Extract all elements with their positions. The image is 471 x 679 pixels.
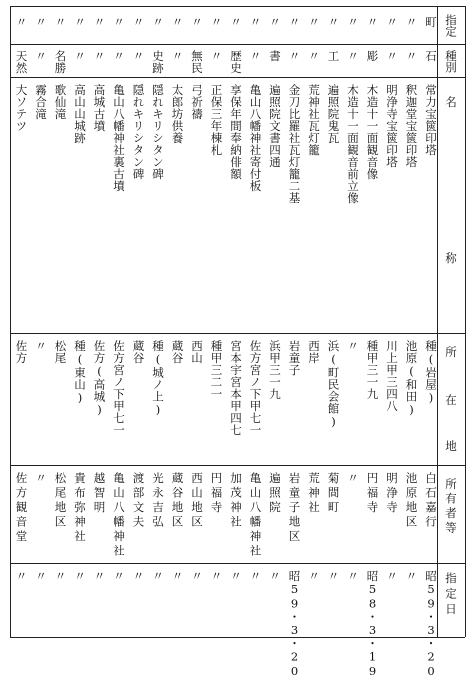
category-18: 〃 <box>92 50 107 62</box>
owner-20: 松尾地区 <box>53 472 68 530</box>
designation-mark-5: 〃 <box>346 16 360 28</box>
owner-6: 菊間町 <box>326 472 341 516</box>
location-21: 〃 <box>34 340 48 352</box>
designation-date-15: 〃 <box>151 570 165 582</box>
category-2: 〃 <box>404 50 419 62</box>
category-4: 彫 <box>365 50 380 62</box>
category-7: 〃 <box>307 50 321 62</box>
location-7: 西岸 <box>307 340 321 364</box>
category-8: 〃 <box>287 50 302 62</box>
item-name-7: 荒神社瓦灯籠 <box>307 84 321 156</box>
table-border-left <box>10 6 11 637</box>
designation-date-18: 〃 <box>92 570 107 582</box>
designation-mark-9: 〃 <box>268 16 282 28</box>
location-19: 種(東山) <box>73 340 87 405</box>
item-name-2: 釈迦堂宝篋印塔 <box>404 84 419 168</box>
designation-mark-17: 〃 <box>112 16 126 28</box>
item-name-8: 金刀比羅社瓦灯籠二基 <box>287 84 302 204</box>
item-name-19: 高山山城跡 <box>73 84 87 144</box>
category-3: 〃 <box>385 50 399 62</box>
item-name-15: 隠れキリシタン碑 <box>151 84 165 180</box>
header-shitei: 指定 <box>444 14 458 37</box>
location-16: 蔵谷 <box>131 340 146 364</box>
item-name-5: 木造十一面観音前立像 <box>346 84 360 204</box>
designation-date-9: 〃 <box>268 570 282 582</box>
designation-mark-14: 〃 <box>170 16 185 28</box>
category-13: 無民 <box>190 50 204 74</box>
owner-4: 円福寺 <box>365 472 380 516</box>
category-11: 歴史 <box>229 50 243 74</box>
item-name-6: 遍照院鬼瓦 <box>326 84 341 144</box>
category-20: 名勝 <box>53 50 68 74</box>
designation-mark-8: 〃 <box>287 16 302 28</box>
header-shubetsu: 種別 <box>444 50 458 73</box>
item-name-1: 常力宝篋印塔 <box>424 84 438 156</box>
designation-date-7: 〃 <box>307 570 321 582</box>
designation-date-22: 〃 <box>14 570 29 582</box>
designation-mark-7: 〃 <box>307 16 321 28</box>
category-16: 〃 <box>131 50 146 62</box>
designation-date-11: 〃 <box>229 570 243 582</box>
owner-11: 加茂神社 <box>229 472 243 530</box>
item-name-18: 高城古墳 <box>92 84 107 132</box>
designation-mark-10: 〃 <box>248 16 263 28</box>
designation-date-12: 〃 <box>209 570 224 582</box>
designation-date-3: 〃 <box>385 570 399 582</box>
designation-date-6: 〃 <box>326 570 341 582</box>
item-name-11: 享保年間奉納俳額 <box>229 84 243 180</box>
item-name-20: 歌仙滝 <box>53 84 68 120</box>
category-15: 史跡 <box>151 50 165 74</box>
owner-18: 越智明 <box>92 472 107 516</box>
row-divider-location <box>10 333 465 334</box>
owner-19: 貴布弥神社 <box>73 472 87 545</box>
header-mei: 名 <box>444 96 458 115</box>
category-17: 〃 <box>112 50 126 62</box>
owner-22: 佐方観音堂 <box>14 472 29 545</box>
owner-13: 西山地区 <box>190 472 204 530</box>
category-12: 〃 <box>209 50 224 62</box>
location-2: 池原(和田) <box>404 340 419 417</box>
owner-8: 岩童子地区 <box>287 472 302 545</box>
location-17: 佐方宮ノ下甲七一 <box>112 340 126 436</box>
item-name-10: 亀山八幡神社寄付板 <box>248 84 263 192</box>
designation-date-13: 〃 <box>190 570 204 582</box>
category-5: 〃 <box>346 50 360 62</box>
designation-date-17: 〃 <box>112 570 126 582</box>
location-4: 種甲三一九 <box>365 340 380 400</box>
location-8: 岩童子 <box>287 340 302 376</box>
row-divider-owner <box>10 465 465 466</box>
category-9: 書 <box>268 50 282 62</box>
header-owner: 所有者等 <box>444 478 458 536</box>
designation-mark-15: 〃 <box>151 16 165 28</box>
location-18: 佐方(高城) <box>92 340 107 417</box>
row-divider-name <box>10 77 465 78</box>
designation-mark-19: 〃 <box>73 16 87 28</box>
item-name-17: 亀山八幡神社裏古墳 <box>112 84 126 192</box>
table-border-top <box>10 6 465 7</box>
location-10: 佐方宮ノ下甲七一 <box>248 340 263 436</box>
owner-21: 〃 <box>34 472 48 487</box>
owner-16: 渡部文夫 <box>131 472 146 530</box>
header-date: 指定日 <box>444 572 458 619</box>
designation-date-8: 昭59・3・20 <box>287 570 302 679</box>
location-14: 蔵谷 <box>170 340 185 364</box>
table-border-bottom <box>10 637 465 638</box>
item-name-22: 大ソテツ <box>14 84 29 132</box>
category-22: 天然 <box>14 50 29 74</box>
category-19: 〃 <box>73 50 87 62</box>
designation-mark-4: 〃 <box>365 16 380 28</box>
category-6: 工 <box>326 50 341 62</box>
item-name-16: 隠れキリシタン碑 <box>131 84 146 180</box>
category-10: 〃 <box>248 50 263 62</box>
owner-17: 亀山八幡神社 <box>112 472 126 559</box>
designation-date-20: 〃 <box>53 570 68 582</box>
owner-1: 白石嘉行 <box>424 472 438 530</box>
item-name-12: 正保三年棟札 <box>209 84 224 156</box>
designation-mark-2: 〃 <box>404 16 419 28</box>
designation-date-4: 昭58・3・19 <box>365 570 380 679</box>
category-14: 〃 <box>170 50 185 62</box>
item-name-13: 弓祈禱 <box>190 84 204 120</box>
item-name-3: 明浄寺宝篋印塔 <box>385 84 399 168</box>
designation-mark-3: 〃 <box>385 16 399 28</box>
designation-mark-13: 〃 <box>190 16 204 28</box>
location-9: 浜甲三一九 <box>268 340 282 400</box>
owner-3: 明浄寺 <box>385 472 399 516</box>
location-12: 種甲三二一 <box>209 340 224 400</box>
location-6: 浜(町民会館) <box>326 340 341 429</box>
item-name-4: 木造十一面観音像 <box>365 84 380 180</box>
owner-15: 光永吉弘 <box>151 472 165 530</box>
designation-date-19: 〃 <box>73 570 87 582</box>
designation-mark-6: 〃 <box>326 16 341 28</box>
category-1: 石 <box>424 50 438 62</box>
location-13: 西山 <box>190 340 204 364</box>
header-zai: 在 <box>444 394 458 406</box>
designation-mark-21: 〃 <box>34 16 48 28</box>
row-divider-date <box>10 563 465 564</box>
owner-5: 〃 <box>346 472 360 487</box>
location-20: 松尾 <box>53 340 68 364</box>
header-chi: 地 <box>444 440 458 452</box>
item-name-9: 遍照院文書四通 <box>268 84 282 168</box>
location-15: 種(城ノ上) <box>151 340 165 417</box>
location-5: 〃 <box>346 340 360 352</box>
designation-mark-20: 〃 <box>53 16 68 28</box>
designation-mark-12: 〃 <box>209 16 224 28</box>
designation-mark-1: 町 <box>424 16 438 28</box>
table-border-right <box>465 6 466 637</box>
designation-mark-18: 〃 <box>92 16 107 28</box>
designation-mark-11: 〃 <box>229 16 243 28</box>
owner-14: 蔵谷地区 <box>170 472 185 530</box>
designation-mark-22: 〃 <box>14 16 29 28</box>
designation-date-10: 〃 <box>248 570 263 582</box>
location-11: 宮本宇宮本甲四七 <box>229 340 243 436</box>
designation-date-2: 〃 <box>404 570 419 582</box>
designation-date-14: 〃 <box>170 570 185 582</box>
designation-date-21: 〃 <box>34 570 48 582</box>
designation-date-16: 〃 <box>131 570 146 582</box>
location-3: 川上甲三四八 <box>385 340 399 412</box>
owner-2: 池原地区 <box>404 472 419 530</box>
designation-date-1: 昭59・3・20 <box>424 570 438 679</box>
header-sho: 称 <box>444 252 458 271</box>
item-name-21: 霧合滝 <box>34 84 48 120</box>
designation-mark-16: 〃 <box>131 16 146 28</box>
header-sho2: 所 <box>444 346 458 358</box>
owner-10: 亀山八幡神社 <box>248 472 263 559</box>
owner-7: 荒神社 <box>307 472 321 516</box>
designation-date-5: 〃 <box>346 570 360 582</box>
category-21: 〃 <box>34 50 48 62</box>
location-1: 種(岩屋) <box>424 340 438 405</box>
location-22: 佐方 <box>14 340 29 364</box>
row-divider-type <box>10 44 465 45</box>
item-name-14: 太郎坊供養 <box>170 84 185 144</box>
owner-9: 遍照院 <box>268 472 282 516</box>
owner-12: 円福寺 <box>209 472 224 516</box>
